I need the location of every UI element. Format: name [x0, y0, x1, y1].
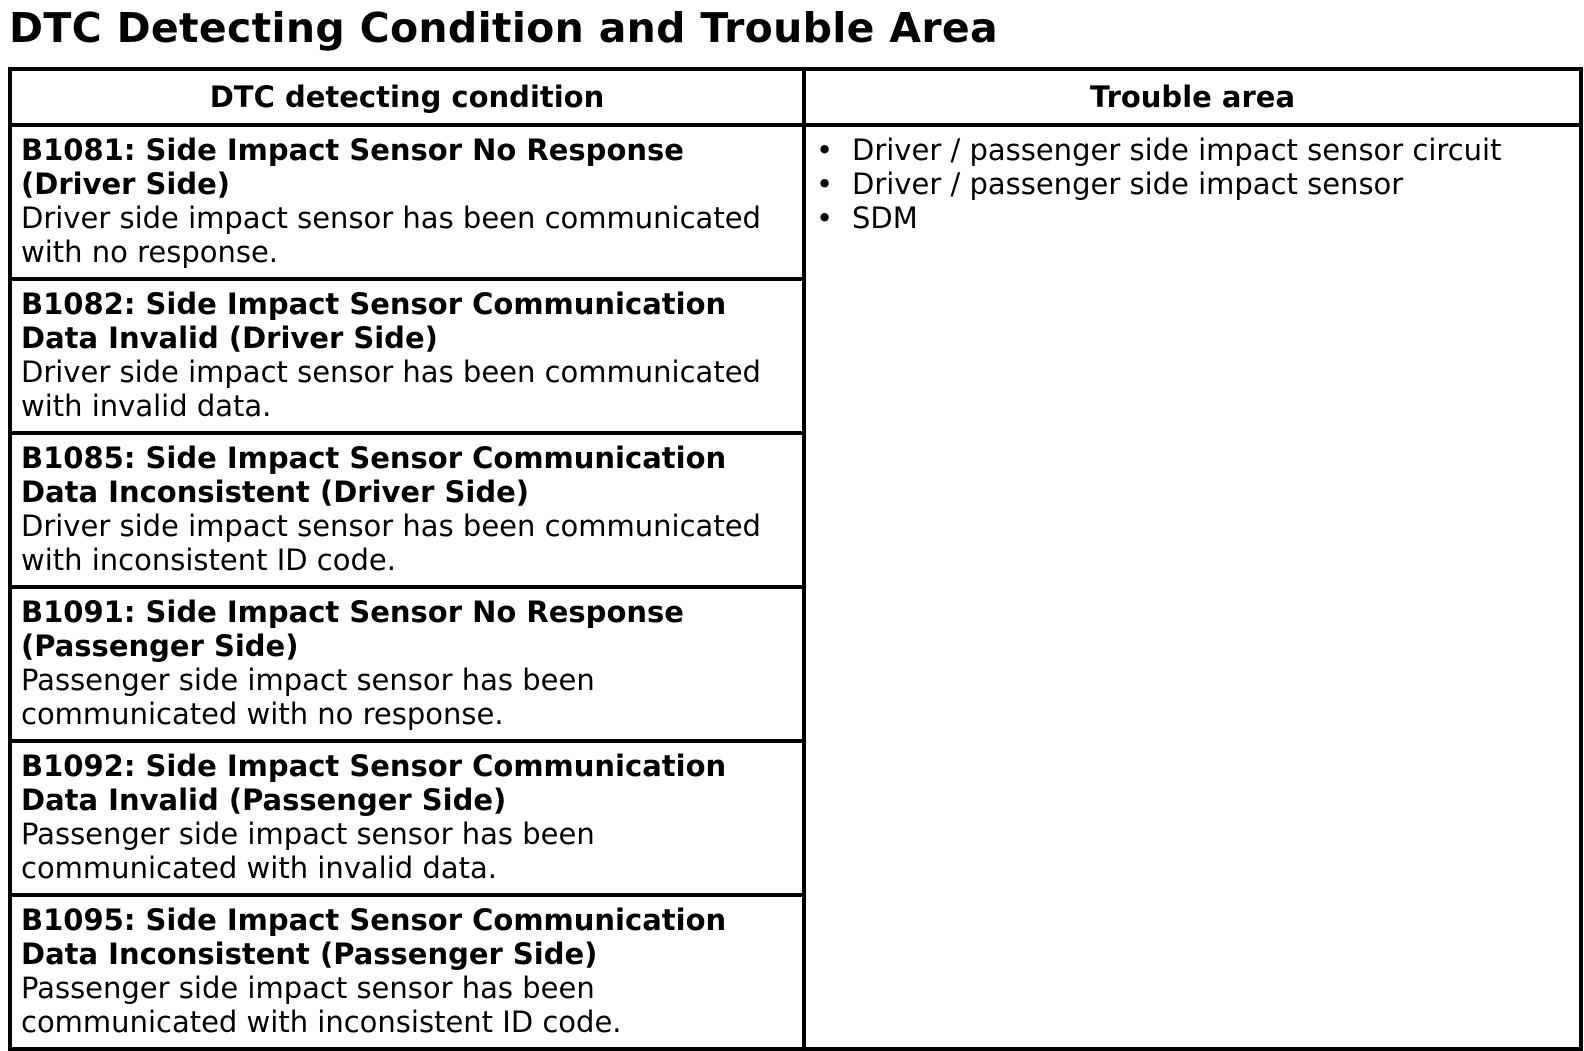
- header-dtc-detecting-condition: DTC detecting condition: [10, 69, 804, 125]
- dtc-condition-description: Passenger side impact sensor has been communicated with no response.: [21, 663, 595, 731]
- condition-cell: [10, 587, 804, 741]
- dtc-condition-description: Driver side impact sensor has been communicated with no response.: [21, 201, 761, 269]
- condition-cell: [10, 279, 804, 433]
- dtc-condition-description: Passenger side impact sensor has been communicated with invalid data.: [21, 817, 595, 885]
- condition-cell: [10, 433, 804, 587]
- trouble-area-list: [806, 127, 1579, 235]
- dtc-condition-description: Passenger side impact sensor has been communicated with inconsistent ID code.: [21, 971, 622, 1039]
- trouble-area-text: Driver / passenger side impact sensor: [852, 167, 1404, 201]
- bullet-icon: •: [816, 167, 834, 201]
- list-item: [814, 133, 1579, 167]
- bullet-icon: •: [816, 201, 834, 235]
- dtc-code-title: B1082: Side Impact Sensor Communication Data Invalid (Driver Side): [21, 287, 727, 355]
- condition-cell: [10, 895, 804, 1049]
- dtc-condition-description: Driver side impact sensor has been communicated with invalid data.: [21, 355, 761, 423]
- list-item: [814, 201, 1579, 235]
- condition-cell: [10, 741, 804, 895]
- bullet-icon: •: [816, 133, 834, 167]
- trouble-area-text: SDM: [852, 201, 918, 235]
- table-row: [10, 125, 1581, 279]
- dtc-table: [8, 67, 1583, 1051]
- dtc-code-title: B1095: Side Impact Sensor Communication Data Inconsistent (Passenger Side): [21, 903, 727, 971]
- header-trouble-area: Trouble area: [804, 69, 1581, 125]
- dtc-code-title: B1092: Side Impact Sensor Communication Data Invalid (Passenger Side): [21, 749, 727, 817]
- dtc-code-title: B1085: Side Impact Sensor Communication Data Inconsistent (Driver Side): [21, 441, 727, 509]
- condition-cell: [10, 125, 804, 279]
- dtc-code-title: B1091: Side Impact Sensor No Response (Passenger Side): [21, 595, 684, 663]
- dtc-condition-description: Driver side impact sensor has been communicated with inconsistent ID code.: [21, 509, 761, 577]
- list-item: [814, 167, 1579, 201]
- trouble-area-text: Driver / passenger side impact sensor circuit: [852, 133, 1502, 167]
- page-title: DTC Detecting Condition and Trouble Area: [9, 4, 998, 52]
- trouble-area-cell: [804, 125, 1581, 1049]
- dtc-code-title: B1081: Side Impact Sensor No Response (Driver Side): [21, 133, 684, 201]
- table-header-row: [10, 69, 1581, 125]
